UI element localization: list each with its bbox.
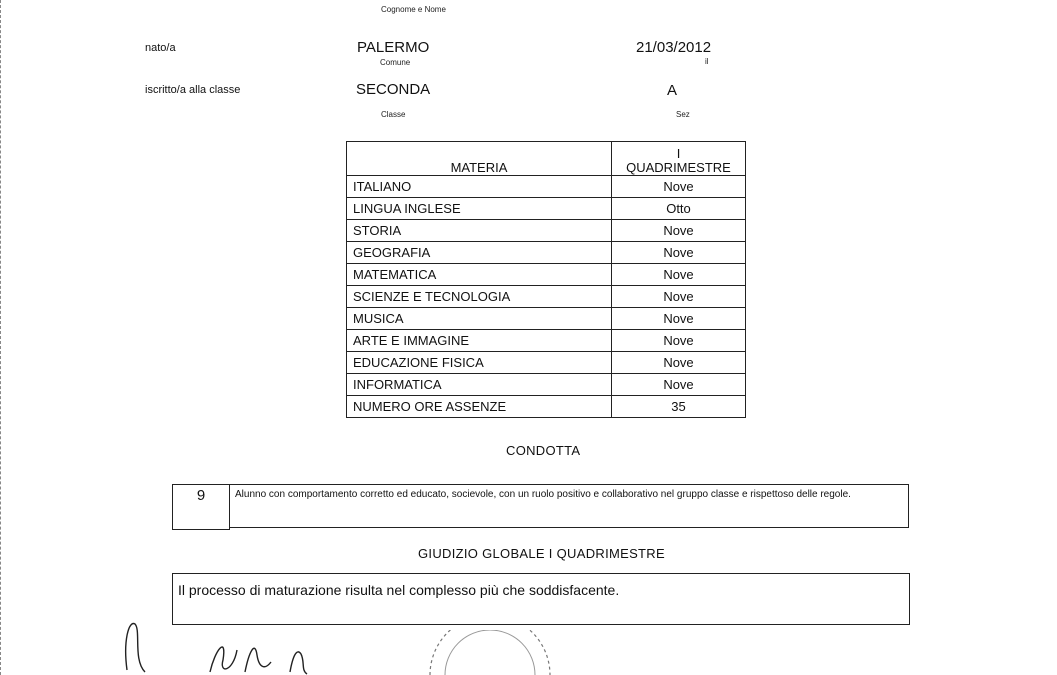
subject-cell: LINGUA INGLESE [347, 198, 612, 220]
conduct-heading: CONDOTTA [506, 443, 581, 458]
scan-edge [0, 0, 5, 675]
subject-cell: MATEMATICA [347, 264, 612, 286]
subject-column-header: MATERIA [347, 142, 612, 176]
name-caption: Cognome e Nome [381, 5, 446, 14]
table-row [347, 176, 746, 198]
enrolled-label: iscritto/a alla classe [145, 84, 241, 96]
subject-cell: ARTE E IMMAGINE [347, 330, 612, 352]
term-header-line2: QUADRIMESTRE [626, 160, 731, 175]
grade-cell: Nove [612, 374, 746, 396]
table-row [347, 220, 746, 242]
judgement-text: Il processo di maturazione risulta nel complesso più che soddisfacente. [172, 573, 910, 625]
section-value: A [667, 82, 678, 99]
grade-cell: Nove [612, 286, 746, 308]
grade-cell: Nove [612, 352, 746, 374]
subject-cell: INFORMATICA [347, 374, 612, 396]
subject-cell: SCIENZE E TECNOLOGIA [347, 286, 612, 308]
birth-place-caption: Comune [380, 58, 411, 67]
term-header-line1: I [676, 146, 681, 161]
table-row [347, 374, 746, 396]
subject-cell: ITALIANO [347, 176, 612, 198]
subject-cell: EDUCAZIONE FISICA [347, 352, 612, 374]
table-row [347, 198, 746, 220]
grade-cell: Nove [612, 264, 746, 286]
table-row [347, 286, 746, 308]
class-caption: Classe [381, 110, 406, 119]
grade-cell: Nove [612, 242, 746, 264]
table-row [347, 242, 746, 264]
birth-date: 21/03/2012 [636, 39, 712, 56]
subject-cell: GEOGRAFIA [347, 242, 612, 264]
school-stamp [410, 630, 570, 675]
birth-date-caption: il [705, 57, 709, 66]
grades-header-row [347, 142, 746, 176]
born-label: nato/a [145, 42, 176, 54]
class-name: SECONDA [356, 81, 431, 98]
grade-cell: Nove [612, 330, 746, 352]
grades-table [346, 141, 746, 418]
conduct-description: Alunno con comportamento corretto ed educato, socievole, con un ruolo positivo e collaborativo nel gruppo classe e rispettoso delle regole. [229, 484, 909, 528]
subject-cell: MUSICA [347, 308, 612, 330]
grade-cell: Otto [612, 198, 746, 220]
section-caption: Sez [676, 110, 690, 119]
table-row [347, 352, 746, 374]
grade-cell: 35 [612, 396, 746, 418]
birth-place: PALERMO [357, 39, 430, 56]
table-row [347, 308, 746, 330]
table-row [347, 264, 746, 286]
table-row [347, 396, 746, 418]
table-row [347, 330, 746, 352]
subject-cell: NUMERO ORE ASSENZE [347, 396, 612, 418]
handwritten-signature [115, 610, 435, 675]
conduct-grade: 9 [172, 484, 230, 530]
grade-cell: Nove [612, 220, 746, 242]
grade-cell: Nove [612, 308, 746, 330]
term-column-header [612, 142, 746, 176]
grade-cell: Nove [612, 176, 746, 198]
subject-cell: STORIA [347, 220, 612, 242]
judgement-heading: GIUDIZIO GLOBALE I QUADRIMESTRE [418, 546, 665, 561]
